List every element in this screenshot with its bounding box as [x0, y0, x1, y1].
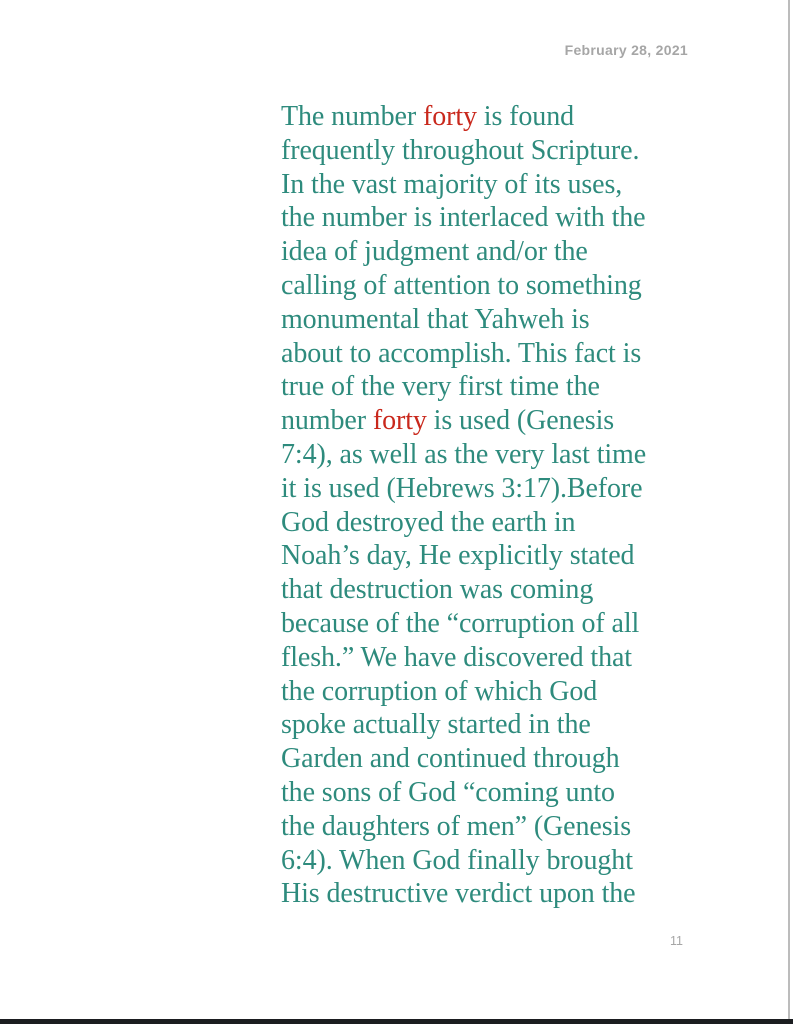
text-line: [281, 269, 646, 303]
text-segment: His destructive verdict upon the: [281, 878, 636, 910]
body-text: [281, 100, 646, 911]
text-segment: flesh.” We have discovered that: [281, 641, 632, 673]
text-segment: because of the “corruption of all: [281, 607, 640, 639]
text-line: [281, 506, 646, 540]
text-line: [281, 303, 646, 337]
text-segment: is found: [476, 101, 575, 132]
text-segment: calling of attention to something: [281, 269, 642, 301]
text-line: [281, 844, 646, 878]
text-segment: the number is interlaced with the: [281, 202, 646, 234]
text-line: [281, 201, 646, 235]
highlighted-word: forty: [422, 101, 477, 132]
text-segment: number: [281, 405, 373, 437]
text-segment: about to accomplish. This fact is: [281, 337, 642, 369]
text-line: [281, 404, 646, 438]
text-segment: 7:4), as well as the very last time: [281, 438, 647, 470]
text-line: [281, 675, 646, 709]
text-line: [281, 168, 646, 202]
text-segment: the corruption of which God: [281, 675, 598, 707]
date-label: February 28, 2021: [564, 42, 688, 58]
bottom-bar: [0, 1019, 793, 1024]
text-segment: God destroyed the earth in: [281, 506, 576, 538]
text-segment: frequently throughout Scripture.: [281, 134, 640, 166]
text-segment: In the vast majority of its uses,: [281, 168, 623, 200]
text-line: [281, 134, 646, 168]
highlighted-word: forty: [372, 405, 427, 437]
text-line: [281, 708, 646, 742]
text-segment: idea of judgment and/or the: [281, 236, 588, 268]
text-segment: monumental that Yahweh is: [281, 303, 590, 335]
text-segment: Noah’s day, He explicitly stated: [281, 540, 635, 572]
text-segment: Garden and continued through: [281, 743, 620, 775]
text-line: [281, 472, 646, 506]
text-line: [281, 810, 646, 844]
text-line: [281, 573, 646, 607]
text-line: [281, 235, 646, 269]
text-line: [281, 100, 646, 134]
text-segment: the daughters of men” (Genesis: [281, 810, 631, 842]
right-edge-border: [788, 0, 790, 1019]
text-line: [281, 370, 646, 404]
text-segment: is used (Genesis: [426, 405, 615, 437]
text-segment: it is used (Hebrews 3:17).Before: [281, 472, 643, 504]
text-segment: the sons of God “coming unto: [281, 776, 615, 808]
text-line: [281, 438, 646, 472]
text-segment: that destruction was coming: [281, 574, 594, 606]
text-segment: 6:4). When God finally brought: [281, 844, 633, 876]
text-line: [281, 539, 646, 573]
text-segment: The number: [281, 101, 423, 132]
text-line: [281, 607, 646, 641]
text-line: [281, 776, 646, 810]
text-line: [281, 877, 646, 911]
text-line: [281, 337, 646, 371]
text-line: [281, 742, 646, 776]
page-number: 11: [670, 934, 683, 948]
text-segment: true of the very first time the: [281, 371, 600, 403]
text-line: [281, 641, 646, 675]
text-segment: spoke actually started in the: [281, 709, 591, 741]
